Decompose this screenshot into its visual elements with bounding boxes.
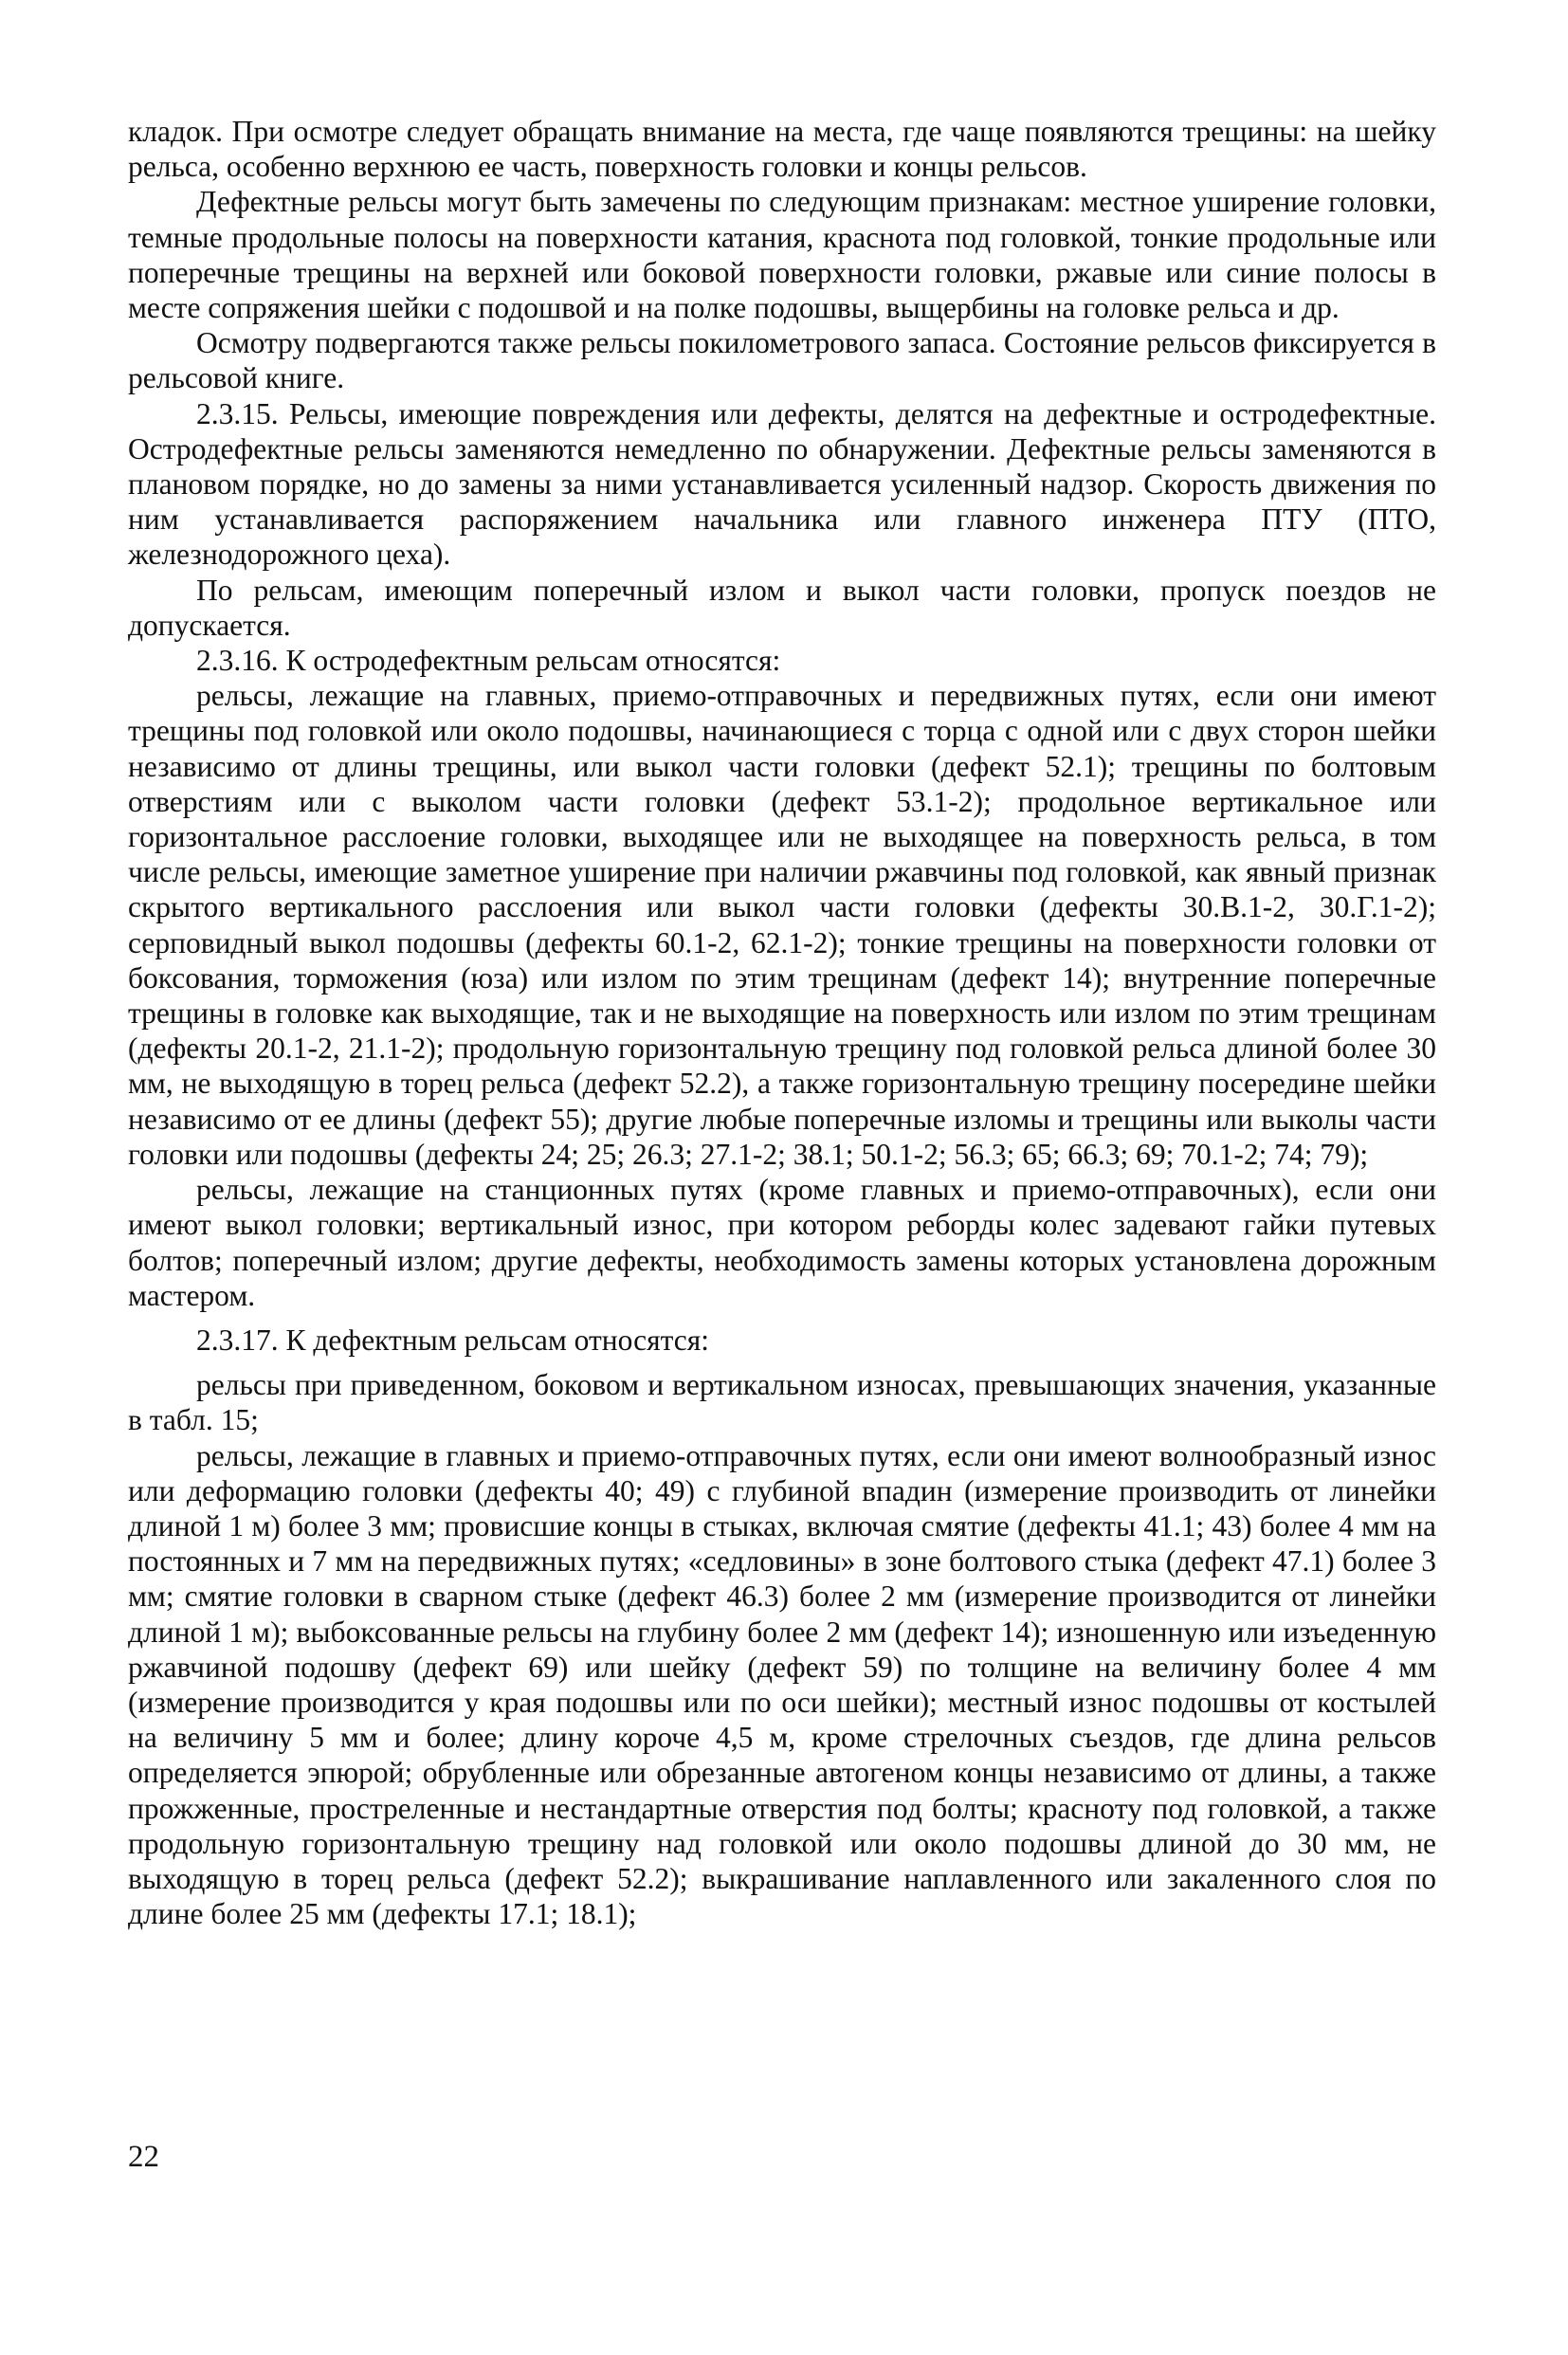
paragraph-continuation: кладок. При осмотре следует обращать внимание на места, где чаще появляются трещины: на шейку рельса, особенно верхнюю ее часть, поверхность головки и концы рельсов.	[128, 115, 1436, 184]
paragraph-inspection: Осмотру подвергаются также рельсы покилометрового запаса. Состояние рельсов фиксируется в рельсовой книге.	[128, 326, 1436, 395]
paragraph-defect-signs: Дефектные рельсы могут быть замечены по следующим признакам: местное уширение головки, темные продольные полосы на поверхности катания, краснота под головкой, тонкие продольные или поперечные трещины на верхней или боковой поверхности головки, ржавые или синие полосы в месте сопряжения шейки с подошвой и на полке подошвы, выщербины на головке рельса и др.	[128, 185, 1436, 325]
paragraph-main-track-defective: рельсы, лежащие в главных и приемо-отправочных путях, если они имеют волнообразный износ или деформацию головки (дефекты 40; 49) с глубиной впадин (измерение производить от линейки длиной 1 м) более 3 мм; провисшие концы в стыках, включая смятие (дефекты 41.1; 43) более 4 мм на постоянных и 7 мм на передвижных путях; «седловины» в зоне болтового стыка (дефект 47.1) более 3 мм; смятие головки в сварном стыке (дефект 46.3) более 2 мм (измерение производится от линейки длиной 1 м); выбоксованные рельсы на глубину более 2 мм (дефект 14); изношенную или изъеденную ржавчиной подошву (дефект 69) или шейку (дефект 59) по толщине на величину более 4 мм (измерение производится у края подошвы или по оси шейки); местный износ подошвы от костылей на величину 5 мм и более; длину короче 4,5 м, кроме стрелочных съездов, где длина рельсов определяется эпюрой; обрубленные или обрезанные автогеном концы независимо от длины, а также прожженные, простреленные и нестандартные отверстия под болты; краснoту под головкой, а также продольную горизонтальную трещину над головкой или около подошвы длиной до 30 мм, не выходящую в торец рельса (дефект 52.2); выкрашивание наплавленного или закаленного слоя по длине более 25 мм (дефекты 17.1; 18.1);	[128, 1438, 1436, 1931]
paragraph-section-2-3-16: 2.3.16. К остродефектным рельсам относятся:	[196, 644, 781, 678]
paragraph-no-passage: По рельсам, имеющим поперечный излом и выкол части головки, пропуск поездов не допускается.	[128, 573, 1436, 642]
page-body	[128, 114, 1436, 1931]
paragraph-wear-limits: рельсы при приведенном, боковом и вертикальном износах, превышающих значения, указанные в табл. 15;	[128, 1368, 1436, 1437]
page-number: 22	[128, 2140, 159, 2174]
paragraph-section-2-3-15: 2.3.15. Рельсы, имеющие повреждения или дефекты, делятся на дефектные и остродефектные. Остродефектные рельсы заменяются немедленно по обнаружении. Дефектные рельсы заменяются в плановом порядке, но до замены за ними устанавливается усиленный надзор. Скорость движения по ним устанавливается распоряжением начальника или главного инженера ПТУ (ПТО, железнодорожного цеха).	[128, 396, 1436, 572]
paragraph-station-track-defects: рельсы, лежащие на станционных путях (кроме главных и приемо-отправочных), если они имеют выкол головки; вертикальный износ, при котором реборды колес задевают гайки путевых болтов; поперечный излом; другие дефекты, необходимость замены которых установлена дорожным мастером.	[128, 1173, 1436, 1312]
paragraph-section-2-3-17: 2.3.17. К дефектным рельсам относятся:	[196, 1323, 709, 1357]
paragraph-main-track-defects: рельсы, лежащие на главных, приемо-отправочных и передвижных путях, если они имеют трещины под головкой или около подошвы, начинающиеся с торца с одной или с двух сторон шейки независимо от длины трещины, или выкол части головки (дефект 52.1); трещины по болтовым отверстиям или с выколом части головки (дефект 53.1-2); продольное вертикальное или горизонтальное расслоение головки, выходящее или не выходящее на поверхность рельса, в том числе рельсы, имеющие заметное уширение при наличии ржавчины под головкой, как явный признак скрытого вертикального расслоения или выкол части головки (дефекты 30.В.1-2, 30.Г.1-2); серповидный выкол подошвы (дефекты 60.1-2, 62.1-2); тонкие трещины на поверхности головки от боксования, торможения (юза) или излом по этим трещинам (дефект 14); внутренние поперечные трещины в головке как выходящие, так и не выходящие на поверхность или излом по этим трещинам (дефекты 20.1-2, 21.1-2); продольную горизонтальную трещину под головкой рельса длиной более 30 мм, не выходящую в торец рельса (дефект 52.2), а также горизонтальную трещину посередине шейки независимо от ее длины (дефект 55); другие любые поперечные изломы и трещины или выколы части головки или подошвы (дефекты 24; 25; 26.3; 27.1-2; 38.1; 50.1-2; 56.3; 65; 66.3; 69; 70.1-2; 74; 79);	[128, 679, 1436, 1171]
